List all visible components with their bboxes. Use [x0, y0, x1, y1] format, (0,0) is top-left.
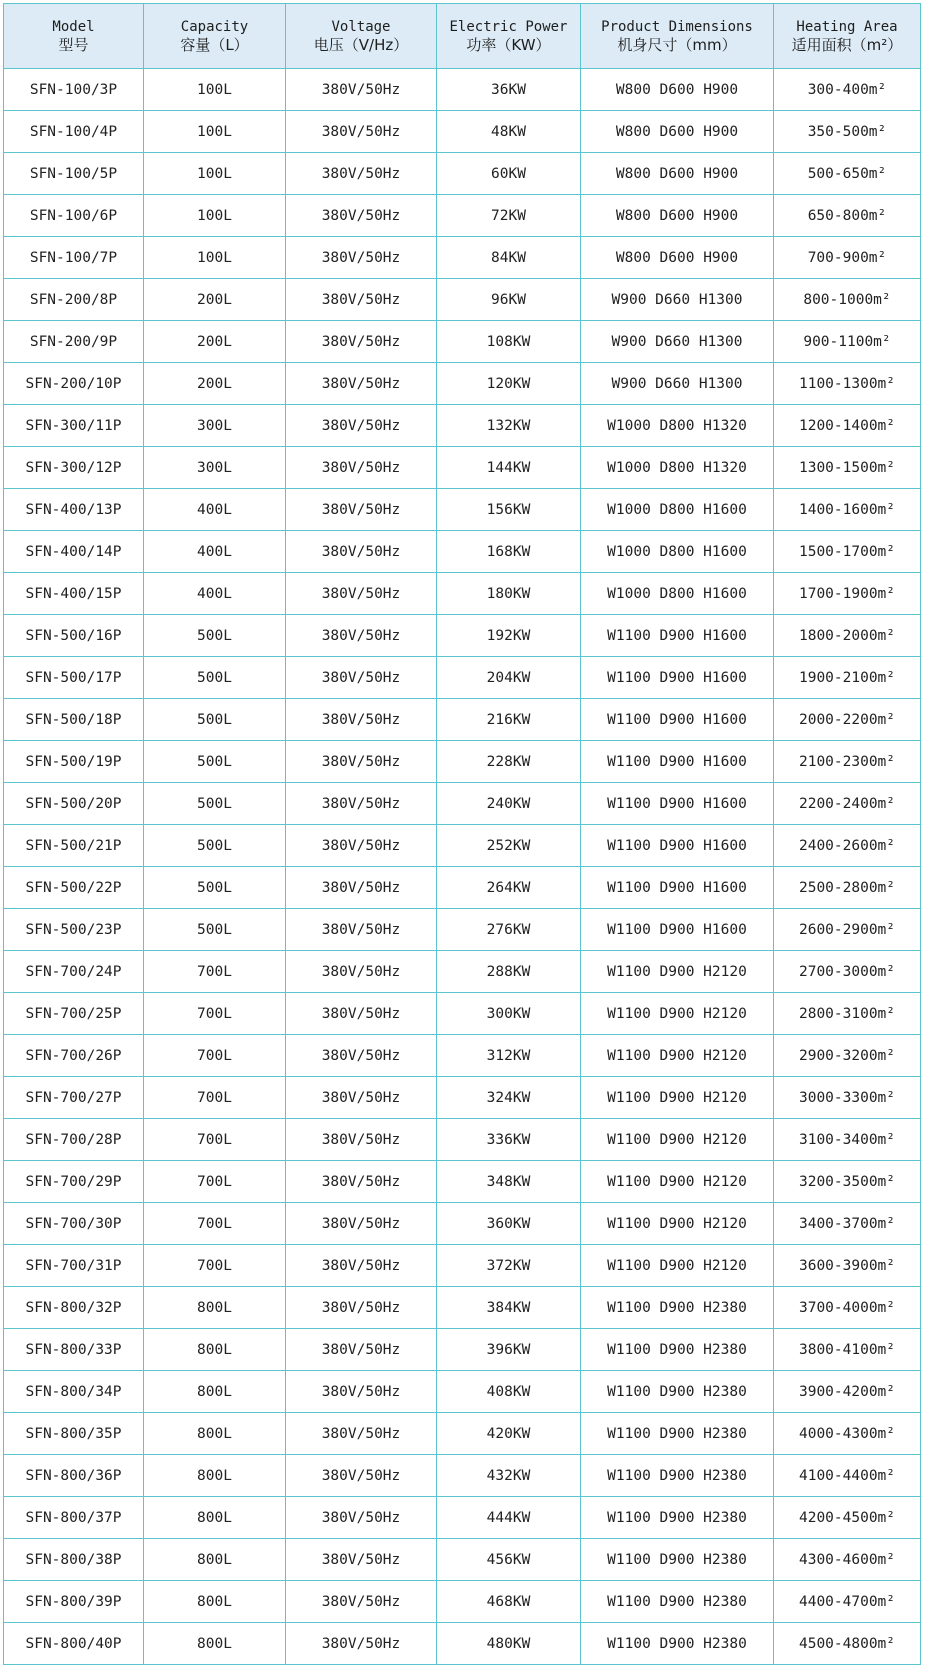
- table-row: [4, 531, 921, 573]
- cell-heating-area: 350-500m²: [774, 111, 921, 153]
- cell-power: 96KW: [437, 279, 581, 321]
- cell-model: SFN-500/20P: [4, 783, 144, 825]
- cell-capacity: 300L: [144, 447, 286, 489]
- cell-model: SFN-500/19P: [4, 741, 144, 783]
- header-heating-area: [774, 4, 921, 69]
- cell-capacity: 500L: [144, 615, 286, 657]
- cell-voltage: 380V/50Hz: [286, 741, 437, 783]
- table-row: [4, 741, 921, 783]
- table-row: [4, 993, 921, 1035]
- cell-model: SFN-500/17P: [4, 657, 144, 699]
- cell-power: 336KW: [437, 1119, 581, 1161]
- header-power: [437, 4, 581, 69]
- table-row: [4, 1161, 921, 1203]
- table-row: [4, 783, 921, 825]
- cell-model: SFN-200/8P: [4, 279, 144, 321]
- cell-dimensions: W1100 D900 H2380: [581, 1497, 774, 1539]
- cell-dimensions: W1100 D900 H2120: [581, 1161, 774, 1203]
- cell-model: SFN-100/5P: [4, 153, 144, 195]
- cell-model: SFN-700/31P: [4, 1245, 144, 1287]
- table-row: [4, 1455, 921, 1497]
- cell-model: SFN-100/6P: [4, 195, 144, 237]
- cell-capacity: 500L: [144, 825, 286, 867]
- cell-voltage: 380V/50Hz: [286, 1287, 437, 1329]
- cell-heating-area: 1700-1900m²: [774, 573, 921, 615]
- cell-dimensions: W1100 D900 H2120: [581, 1245, 774, 1287]
- cell-voltage: 380V/50Hz: [286, 993, 437, 1035]
- table-row: [4, 1539, 921, 1581]
- cell-model: SFN-800/38P: [4, 1539, 144, 1581]
- cell-capacity: 700L: [144, 993, 286, 1035]
- cell-capacity: 800L: [144, 1371, 286, 1413]
- cell-voltage: 380V/50Hz: [286, 321, 437, 363]
- table-row: [4, 1371, 921, 1413]
- cell-capacity: 500L: [144, 657, 286, 699]
- cell-power: 396KW: [437, 1329, 581, 1371]
- cell-capacity: 200L: [144, 279, 286, 321]
- cell-dimensions: W900 D660 H1300: [581, 279, 774, 321]
- table-row: [4, 279, 921, 321]
- cell-dimensions: W1100 D900 H2120: [581, 1077, 774, 1119]
- header-power-en: Electric Power: [449, 19, 568, 35]
- cell-power: 360KW: [437, 1203, 581, 1245]
- table-row: [4, 1203, 921, 1245]
- cell-heating-area: 500-650m²: [774, 153, 921, 195]
- table-row: [4, 363, 921, 405]
- table-row: [4, 615, 921, 657]
- cell-dimensions: W1100 D900 H2120: [581, 951, 774, 993]
- cell-model: SFN-200/9P: [4, 321, 144, 363]
- table-row: [4, 405, 921, 447]
- cell-model: SFN-700/29P: [4, 1161, 144, 1203]
- cell-voltage: 380V/50Hz: [286, 783, 437, 825]
- cell-capacity: 400L: [144, 531, 286, 573]
- cell-capacity: 700L: [144, 1077, 286, 1119]
- cell-heating-area: 3200-3500m²: [774, 1161, 921, 1203]
- table-row: [4, 153, 921, 195]
- cell-heating-area: 2400-2600m²: [774, 825, 921, 867]
- cell-voltage: 380V/50Hz: [286, 615, 437, 657]
- cell-power: 132KW: [437, 405, 581, 447]
- cell-power: 324KW: [437, 1077, 581, 1119]
- cell-model: SFN-800/39P: [4, 1581, 144, 1623]
- table-row: [4, 1119, 921, 1161]
- cell-heating-area: 2000-2200m²: [774, 699, 921, 741]
- cell-voltage: 380V/50Hz: [286, 1623, 437, 1665]
- cell-voltage: 380V/50Hz: [286, 363, 437, 405]
- cell-voltage: 380V/50Hz: [286, 699, 437, 741]
- cell-capacity: 500L: [144, 909, 286, 951]
- cell-dimensions: W1100 D900 H2380: [581, 1329, 774, 1371]
- cell-heating-area: 1900-2100m²: [774, 657, 921, 699]
- cell-heating-area: 4500-4800m²: [774, 1623, 921, 1665]
- header-voltage-cn: 电压（V/Hz）: [313, 36, 409, 54]
- table-row: [4, 1245, 921, 1287]
- cell-capacity: 200L: [144, 321, 286, 363]
- cell-model: SFN-700/26P: [4, 1035, 144, 1077]
- header-row: [4, 4, 921, 69]
- cell-heating-area: 4300-4600m²: [774, 1539, 921, 1581]
- cell-model: SFN-500/22P: [4, 867, 144, 909]
- header-model-en: Model: [52, 19, 95, 35]
- cell-heating-area: 4000-4300m²: [774, 1413, 921, 1455]
- cell-power: 252KW: [437, 825, 581, 867]
- cell-heating-area: 3700-4000m²: [774, 1287, 921, 1329]
- cell-capacity: 500L: [144, 783, 286, 825]
- table-row: [4, 489, 921, 531]
- cell-capacity: 700L: [144, 1161, 286, 1203]
- cell-capacity: 800L: [144, 1329, 286, 1371]
- table-row: [4, 657, 921, 699]
- cell-power: 384KW: [437, 1287, 581, 1329]
- cell-dimensions: W1100 D900 H2120: [581, 1203, 774, 1245]
- cell-dimensions: W1100 D900 H1600: [581, 741, 774, 783]
- cell-power: 276KW: [437, 909, 581, 951]
- table-row: [4, 699, 921, 741]
- cell-heating-area: 3100-3400m²: [774, 1119, 921, 1161]
- cell-heating-area: 2800-3100m²: [774, 993, 921, 1035]
- cell-model: SFN-400/15P: [4, 573, 144, 615]
- cell-model: SFN-700/30P: [4, 1203, 144, 1245]
- cell-power: 144KW: [437, 447, 581, 489]
- cell-heating-area: 1300-1500m²: [774, 447, 921, 489]
- spec-table: [3, 3, 921, 1665]
- table-body: [4, 69, 921, 1665]
- table-row: [4, 1623, 921, 1665]
- table-row: [4, 867, 921, 909]
- cell-dimensions: W1100 D900 H2380: [581, 1623, 774, 1665]
- cell-model: SFN-400/13P: [4, 489, 144, 531]
- cell-dimensions: W1000 D800 H1320: [581, 447, 774, 489]
- cell-capacity: 800L: [144, 1581, 286, 1623]
- table-row: [4, 909, 921, 951]
- cell-heating-area: 700-900m²: [774, 237, 921, 279]
- cell-voltage: 380V/50Hz: [286, 1329, 437, 1371]
- table-row: [4, 1035, 921, 1077]
- cell-dimensions: W1100 D900 H2380: [581, 1581, 774, 1623]
- header-power-cn: 功率（KW）: [466, 36, 551, 54]
- cell-model: SFN-100/7P: [4, 237, 144, 279]
- table-row: [4, 237, 921, 279]
- cell-power: 408KW: [437, 1371, 581, 1413]
- cell-heating-area: 2900-3200m²: [774, 1035, 921, 1077]
- cell-power: 60KW: [437, 153, 581, 195]
- table-row: [4, 1077, 921, 1119]
- table-row: [4, 195, 921, 237]
- cell-power: 84KW: [437, 237, 581, 279]
- cell-power: 240KW: [437, 783, 581, 825]
- cell-capacity: 800L: [144, 1539, 286, 1581]
- cell-voltage: 380V/50Hz: [286, 1455, 437, 1497]
- cell-model: SFN-800/33P: [4, 1329, 144, 1371]
- cell-dimensions: W1100 D900 H1600: [581, 699, 774, 741]
- cell-dimensions: W1100 D900 H2120: [581, 993, 774, 1035]
- cell-power: 420KW: [437, 1413, 581, 1455]
- cell-dimensions: W800 D600 H900: [581, 111, 774, 153]
- cell-voltage: 380V/50Hz: [286, 237, 437, 279]
- cell-model: SFN-200/10P: [4, 363, 144, 405]
- cell-capacity: 700L: [144, 951, 286, 993]
- cell-dimensions: W1100 D900 H2380: [581, 1371, 774, 1413]
- header-capacity: [144, 4, 286, 69]
- header-dimensions: [581, 4, 774, 69]
- cell-power: 216KW: [437, 699, 581, 741]
- cell-voltage: 380V/50Hz: [286, 1119, 437, 1161]
- cell-voltage: 380V/50Hz: [286, 573, 437, 615]
- cell-power: 372KW: [437, 1245, 581, 1287]
- cell-heating-area: 4400-4700m²: [774, 1581, 921, 1623]
- header-model: [4, 4, 144, 69]
- cell-power: 468KW: [437, 1581, 581, 1623]
- cell-voltage: 380V/50Hz: [286, 657, 437, 699]
- cell-capacity: 300L: [144, 405, 286, 447]
- cell-heating-area: 2500-2800m²: [774, 867, 921, 909]
- cell-dimensions: W1100 D900 H2380: [581, 1455, 774, 1497]
- cell-power: 456KW: [437, 1539, 581, 1581]
- cell-dimensions: W800 D600 H900: [581, 153, 774, 195]
- cell-heating-area: 1200-1400m²: [774, 405, 921, 447]
- cell-model: SFN-800/37P: [4, 1497, 144, 1539]
- cell-model: SFN-700/24P: [4, 951, 144, 993]
- cell-heating-area: 1800-2000m²: [774, 615, 921, 657]
- cell-model: SFN-500/23P: [4, 909, 144, 951]
- cell-voltage: 380V/50Hz: [286, 1413, 437, 1455]
- cell-power: 288KW: [437, 951, 581, 993]
- cell-capacity: 100L: [144, 195, 286, 237]
- cell-model: SFN-700/25P: [4, 993, 144, 1035]
- cell-dimensions: W1100 D900 H1600: [581, 615, 774, 657]
- cell-heating-area: 1100-1300m²: [774, 363, 921, 405]
- cell-dimensions: W1100 D900 H2380: [581, 1539, 774, 1581]
- cell-voltage: 380V/50Hz: [286, 1203, 437, 1245]
- header-voltage: [286, 4, 437, 69]
- cell-capacity: 800L: [144, 1413, 286, 1455]
- cell-dimensions: W1100 D900 H2120: [581, 1119, 774, 1161]
- cell-dimensions: W1000 D800 H1600: [581, 489, 774, 531]
- cell-voltage: 380V/50Hz: [286, 279, 437, 321]
- cell-power: 168KW: [437, 531, 581, 573]
- cell-voltage: 380V/50Hz: [286, 153, 437, 195]
- header-model-cn: 型号: [58, 36, 89, 54]
- cell-model: SFN-700/27P: [4, 1077, 144, 1119]
- cell-power: 108KW: [437, 321, 581, 363]
- cell-model: SFN-800/36P: [4, 1455, 144, 1497]
- cell-model: SFN-500/21P: [4, 825, 144, 867]
- cell-power: 228KW: [437, 741, 581, 783]
- cell-model: SFN-800/40P: [4, 1623, 144, 1665]
- cell-dimensions: W1100 D900 H1600: [581, 657, 774, 699]
- cell-power: 432KW: [437, 1455, 581, 1497]
- cell-dimensions: W800 D600 H900: [581, 69, 774, 111]
- cell-voltage: 380V/50Hz: [286, 825, 437, 867]
- cell-dimensions: W1100 D900 H2120: [581, 1035, 774, 1077]
- cell-heating-area: 300-400m²: [774, 69, 921, 111]
- cell-heating-area: 3000-3300m²: [774, 1077, 921, 1119]
- cell-voltage: 380V/50Hz: [286, 867, 437, 909]
- table-row: [4, 1329, 921, 1371]
- cell-dimensions: W1000 D800 H1320: [581, 405, 774, 447]
- cell-model: SFN-400/14P: [4, 531, 144, 573]
- cell-model: SFN-300/12P: [4, 447, 144, 489]
- header-voltage-en: Voltage: [331, 19, 391, 35]
- cell-power: 192KW: [437, 615, 581, 657]
- header-dimensions-en: Product Dimensions: [601, 19, 753, 35]
- cell-dimensions: W1100 D900 H1600: [581, 825, 774, 867]
- header-capacity-en: Capacity: [180, 19, 249, 35]
- cell-capacity: 100L: [144, 153, 286, 195]
- cell-power: 180KW: [437, 573, 581, 615]
- cell-model: SFN-800/35P: [4, 1413, 144, 1455]
- cell-capacity: 400L: [144, 573, 286, 615]
- cell-capacity: 500L: [144, 867, 286, 909]
- cell-heating-area: 4200-4500m²: [774, 1497, 921, 1539]
- header-capacity-cn: 容量（L）: [180, 36, 249, 54]
- cell-voltage: 380V/50Hz: [286, 909, 437, 951]
- cell-capacity: 100L: [144, 69, 286, 111]
- cell-voltage: 380V/50Hz: [286, 1035, 437, 1077]
- cell-heating-area: 2200-2400m²: [774, 783, 921, 825]
- cell-power: 72KW: [437, 195, 581, 237]
- cell-voltage: 380V/50Hz: [286, 69, 437, 111]
- cell-capacity: 500L: [144, 741, 286, 783]
- cell-model: SFN-100/3P: [4, 69, 144, 111]
- header-dimensions-cn: 机身尺寸（mm）: [617, 36, 737, 54]
- cell-capacity: 700L: [144, 1245, 286, 1287]
- cell-capacity: 500L: [144, 699, 286, 741]
- cell-heating-area: 4100-4400m²: [774, 1455, 921, 1497]
- cell-voltage: 380V/50Hz: [286, 531, 437, 573]
- table-row: [4, 825, 921, 867]
- cell-capacity: 800L: [144, 1623, 286, 1665]
- cell-power: 36KW: [437, 69, 581, 111]
- cell-heating-area: 1500-1700m²: [774, 531, 921, 573]
- cell-model: SFN-800/32P: [4, 1287, 144, 1329]
- cell-power: 300KW: [437, 993, 581, 1035]
- cell-power: 480KW: [437, 1623, 581, 1665]
- cell-model: SFN-300/11P: [4, 405, 144, 447]
- cell-capacity: 800L: [144, 1287, 286, 1329]
- table-row: [4, 447, 921, 489]
- cell-heating-area: 900-1100m²: [774, 321, 921, 363]
- cell-voltage: 380V/50Hz: [286, 111, 437, 153]
- cell-dimensions: W1000 D800 H1600: [581, 573, 774, 615]
- cell-heating-area: 3600-3900m²: [774, 1245, 921, 1287]
- table-row: [4, 321, 921, 363]
- cell-capacity: 100L: [144, 237, 286, 279]
- cell-heating-area: 800-1000m²: [774, 279, 921, 321]
- cell-power: 156KW: [437, 489, 581, 531]
- table-row: [4, 1413, 921, 1455]
- cell-heating-area: 2600-2900m²: [774, 909, 921, 951]
- cell-dimensions: W1100 D900 H2380: [581, 1413, 774, 1455]
- cell-power: 48KW: [437, 111, 581, 153]
- cell-heating-area: 2100-2300m²: [774, 741, 921, 783]
- cell-power: 120KW: [437, 363, 581, 405]
- cell-voltage: 380V/50Hz: [286, 1497, 437, 1539]
- cell-capacity: 700L: [144, 1119, 286, 1161]
- cell-model: SFN-500/18P: [4, 699, 144, 741]
- cell-voltage: 380V/50Hz: [286, 405, 437, 447]
- cell-voltage: 380V/50Hz: [286, 1539, 437, 1581]
- cell-power: 312KW: [437, 1035, 581, 1077]
- cell-capacity: 400L: [144, 489, 286, 531]
- cell-dimensions: W1000 D800 H1600: [581, 531, 774, 573]
- cell-voltage: 380V/50Hz: [286, 1371, 437, 1413]
- cell-voltage: 380V/50Hz: [286, 951, 437, 993]
- cell-heating-area: 2700-3000m²: [774, 951, 921, 993]
- cell-heating-area: 1400-1600m²: [774, 489, 921, 531]
- cell-model: SFN-800/34P: [4, 1371, 144, 1413]
- cell-dimensions: W1100 D900 H1600: [581, 909, 774, 951]
- cell-heating-area: 3400-3700m²: [774, 1203, 921, 1245]
- table-row: [4, 69, 921, 111]
- cell-heating-area: 3800-4100m²: [774, 1329, 921, 1371]
- cell-capacity: 200L: [144, 363, 286, 405]
- table-row: [4, 1497, 921, 1539]
- cell-dimensions: W1100 D900 H1600: [581, 783, 774, 825]
- table-row: [4, 1287, 921, 1329]
- cell-dimensions: W900 D660 H1300: [581, 363, 774, 405]
- cell-dimensions: W900 D660 H1300: [581, 321, 774, 363]
- cell-capacity: 100L: [144, 111, 286, 153]
- cell-capacity: 700L: [144, 1203, 286, 1245]
- cell-dimensions: W800 D600 H900: [581, 195, 774, 237]
- table-row: [4, 111, 921, 153]
- cell-power: 204KW: [437, 657, 581, 699]
- cell-voltage: 380V/50Hz: [286, 1077, 437, 1119]
- cell-dimensions: W1100 D900 H2380: [581, 1287, 774, 1329]
- cell-power: 348KW: [437, 1161, 581, 1203]
- cell-voltage: 380V/50Hz: [286, 1581, 437, 1623]
- cell-power: 444KW: [437, 1497, 581, 1539]
- header-heating-area-en: Heating Area: [796, 19, 898, 35]
- cell-capacity: 700L: [144, 1035, 286, 1077]
- cell-dimensions: W1100 D900 H1600: [581, 867, 774, 909]
- cell-voltage: 380V/50Hz: [286, 1245, 437, 1287]
- cell-capacity: 800L: [144, 1497, 286, 1539]
- header-heating-area-cn: 适用面积（m²）: [791, 36, 903, 54]
- cell-dimensions: W800 D600 H900: [581, 237, 774, 279]
- table-row: [4, 573, 921, 615]
- cell-voltage: 380V/50Hz: [286, 489, 437, 531]
- cell-capacity: 800L: [144, 1455, 286, 1497]
- cell-model: SFN-500/16P: [4, 615, 144, 657]
- cell-heating-area: 3900-4200m²: [774, 1371, 921, 1413]
- cell-voltage: 380V/50Hz: [286, 1161, 437, 1203]
- table-row: [4, 1581, 921, 1623]
- cell-voltage: 380V/50Hz: [286, 447, 437, 489]
- cell-power: 264KW: [437, 867, 581, 909]
- table-row: [4, 951, 921, 993]
- cell-voltage: 380V/50Hz: [286, 195, 437, 237]
- cell-heating-area: 650-800m²: [774, 195, 921, 237]
- cell-model: SFN-100/4P: [4, 111, 144, 153]
- cell-model: SFN-700/28P: [4, 1119, 144, 1161]
